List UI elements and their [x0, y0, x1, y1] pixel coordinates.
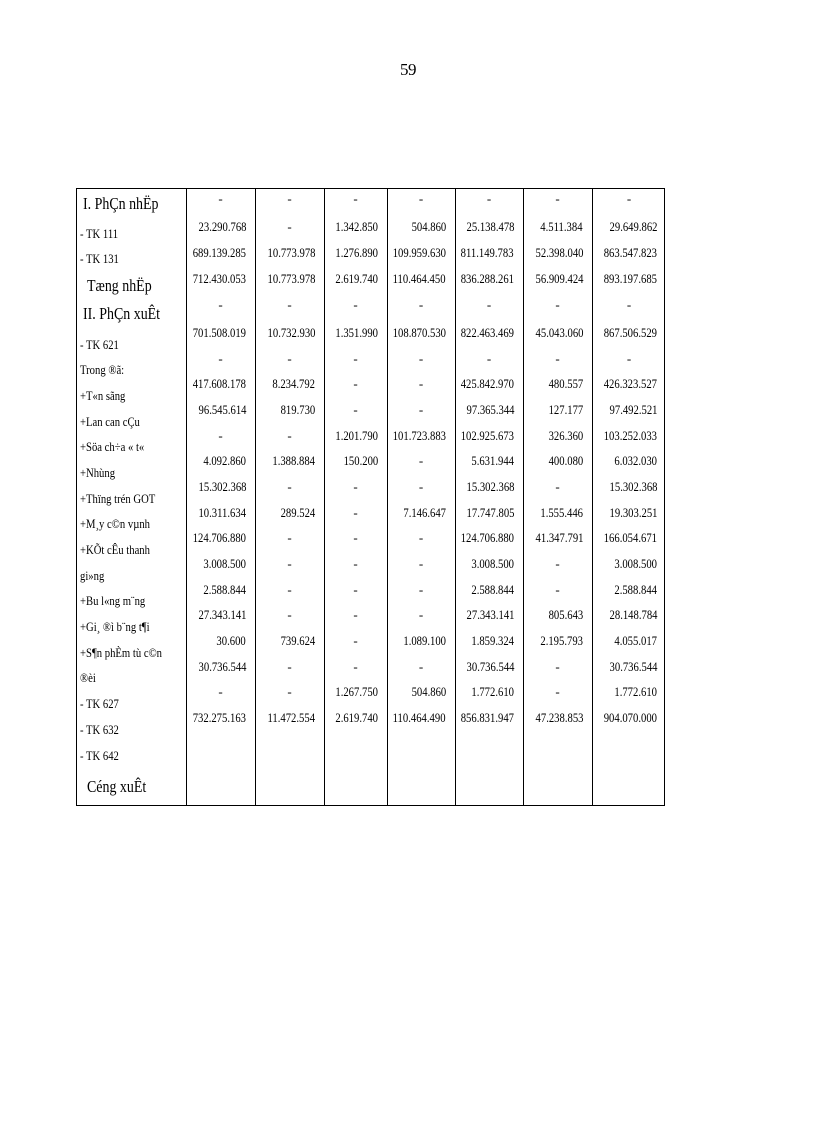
ledger-table [76, 188, 665, 806]
amount-cell: 4.055.017 [614, 633, 657, 648]
amount-cell: 1.342.850 [335, 219, 378, 234]
amount-cell: 7.146.647 [403, 505, 446, 520]
amount-cell: 400.080 [548, 453, 583, 468]
amount-cell: 27.343.141 [198, 607, 246, 622]
row-label: +Söa ch÷a « t« [80, 439, 145, 454]
amount-cell: 1.772.610 [614, 684, 657, 699]
amount-cell: 127.177 [548, 402, 583, 417]
amount-cell: 97.492.521 [609, 402, 657, 417]
amount-cell: 110.464.450 [393, 271, 446, 286]
empty-cell-dash: - [353, 582, 358, 597]
amount-cell: 1.267.750 [335, 684, 378, 699]
amount-cell: 150.200 [343, 453, 378, 468]
amount-cell: 17.747.805 [466, 505, 514, 520]
empty-cell-dash: - [418, 479, 424, 494]
row-label: +Gi¸ ®ì b¨ng t¶i [80, 619, 150, 634]
row-label: +T«n sãng [80, 388, 126, 403]
amount-cell: 102.925.673 [460, 428, 514, 443]
empty-cell-dash: - [287, 428, 292, 443]
amount-cell: 836.288.261 [460, 271, 514, 286]
empty-cell-dash: - [287, 659, 292, 674]
amount-cell: 1.859.324 [471, 633, 514, 648]
amount-cell: 30.736.544 [198, 659, 246, 674]
amount-cell: 1.555.446 [540, 505, 583, 520]
empty-cell-dash: - [626, 297, 632, 312]
empty-cell-dash: - [353, 376, 358, 391]
amount-cell: 28.148.784 [609, 607, 657, 622]
amount-cell: 29.649.862 [609, 219, 657, 234]
empty-cell-dash: - [287, 556, 292, 571]
empty-cell-dash: - [353, 351, 358, 366]
amount-cell: 15.302.368 [466, 479, 514, 494]
empty-cell-dash: - [353, 556, 358, 571]
row-label: +Nhùng [80, 465, 116, 480]
empty-cell-dash: - [555, 191, 560, 206]
empty-cell-dash: - [486, 297, 492, 312]
empty-cell-dash: - [218, 191, 223, 206]
amount-cell: 701.508.019 [192, 325, 246, 340]
amount-cell: 8.234.792 [272, 376, 315, 391]
amount-cell: 52.398.040 [535, 245, 583, 260]
amount-cell: 124.706.880 [460, 530, 514, 545]
amount-cell: 10.311.634 [198, 505, 246, 520]
amount-cell: 109.959.630 [392, 245, 446, 260]
empty-cell-dash: - [353, 402, 358, 417]
empty-cell-dash: - [418, 582, 424, 597]
amount-cell: 56.909.424 [535, 271, 583, 286]
amount-cell: 5.631.944 [471, 453, 514, 468]
amount-cell: 819.730 [280, 402, 315, 417]
empty-cell-dash: - [287, 219, 292, 234]
amount-cell: 712.430.053 [192, 271, 246, 286]
amount-cell: 2.619.740 [335, 710, 378, 725]
empty-cell-dash: - [555, 556, 560, 571]
empty-cell-dash: - [287, 351, 292, 366]
amount-cell: 1.351.990 [335, 325, 378, 340]
column-divider [387, 189, 388, 805]
amount-cell: 805.643 [548, 607, 583, 622]
row-label: - TK 621 [80, 337, 119, 352]
amount-cell: 45.043.060 [535, 325, 583, 340]
row-label: Tæng nhËp [87, 276, 152, 295]
amount-cell: 739.624 [280, 633, 315, 648]
empty-cell-dash: - [353, 479, 358, 494]
row-label: - TK 642 [80, 748, 119, 763]
amount-cell: 19.303.251 [609, 505, 657, 520]
empty-cell-dash: - [486, 351, 492, 366]
amount-cell: 732.275.163 [192, 710, 246, 725]
empty-cell-dash: - [555, 684, 560, 699]
column-divider [324, 189, 325, 805]
empty-cell-dash: - [353, 530, 358, 545]
amount-cell: 97.365.344 [466, 402, 514, 417]
amount-cell: 15.302.368 [609, 479, 657, 494]
empty-cell-dash: - [418, 607, 424, 622]
amount-cell: 289.524 [280, 505, 315, 520]
row-label: gi»ng [80, 568, 105, 583]
column-divider [255, 189, 256, 805]
amount-cell: 811.149.783 [461, 245, 514, 260]
amount-cell: 480.557 [548, 376, 583, 391]
amount-cell: 425.842.970 [460, 376, 514, 391]
amount-cell: 2.588.844 [614, 582, 657, 597]
empty-cell-dash: - [218, 297, 223, 312]
empty-cell-dash: - [353, 633, 358, 648]
row-label: Trong ®ã: [80, 362, 125, 377]
amount-cell: 1.388.884 [272, 453, 315, 468]
empty-cell-dash: - [418, 530, 424, 545]
amount-cell: 326.360 [548, 428, 583, 443]
row-label: I. PhÇn nhËp [83, 194, 159, 213]
amount-cell: 504.860 [411, 219, 446, 234]
empty-cell-dash: - [418, 659, 424, 674]
row-label: II. PhÇn xuÊt [83, 304, 161, 323]
amount-cell: 1.276.890 [335, 245, 378, 260]
row-label: - TK 111 [80, 226, 119, 241]
amount-cell: 2.588.844 [471, 582, 514, 597]
empty-cell-dash: - [418, 556, 424, 571]
amount-cell: 166.054.671 [603, 530, 657, 545]
empty-cell-dash: - [418, 351, 424, 366]
amount-cell: 2.619.740 [335, 271, 378, 286]
amount-cell: 25.138.478 [466, 219, 514, 234]
amount-cell: 30.600 [216, 633, 246, 648]
amount-cell: 426.323.527 [603, 376, 657, 391]
row-label: - TK 627 [80, 696, 119, 711]
empty-cell-dash: - [555, 297, 560, 312]
empty-cell-dash: - [287, 607, 292, 622]
empty-cell-dash: - [353, 607, 358, 622]
empty-cell-dash: - [218, 351, 223, 366]
amount-cell: 47.238.853 [535, 710, 583, 725]
amount-cell: 2.195.793 [540, 633, 583, 648]
amount-cell: 3.008.500 [614, 556, 657, 571]
empty-cell-dash: - [418, 376, 424, 391]
amount-cell: 101.723.883 [392, 428, 446, 443]
amount-cell: 11.472.554 [267, 710, 315, 725]
amount-cell: 30.736.544 [466, 659, 514, 674]
empty-cell-dash: - [353, 505, 358, 520]
amount-cell: 1.089.100 [403, 633, 446, 648]
empty-cell-dash: - [555, 479, 560, 494]
amount-cell: 893.197.685 [603, 271, 657, 286]
amount-cell: 6.032.030 [614, 453, 657, 468]
amount-cell: 10.773.978 [267, 271, 315, 286]
amount-cell: 689.139.285 [192, 245, 246, 260]
amount-cell: 856.831.947 [460, 710, 514, 725]
empty-cell-dash: - [287, 530, 292, 545]
amount-cell: 3.008.500 [471, 556, 514, 571]
amount-cell: 4.511.384 [540, 219, 583, 234]
empty-cell-dash: - [287, 684, 292, 699]
empty-cell-dash: - [555, 582, 560, 597]
amount-cell: 417.608.178 [192, 376, 246, 391]
row-label: +S¶n phÈm tù c©n [80, 645, 163, 660]
amount-cell: 110.464.490 [393, 710, 446, 725]
row-label: +KÕt cÊu thanh [80, 542, 150, 557]
amount-cell: 10.773.978 [267, 245, 315, 260]
amount-cell: 822.463.469 [460, 325, 514, 340]
empty-cell-dash: - [353, 297, 358, 312]
empty-cell-dash: - [353, 191, 358, 206]
column-divider [455, 189, 456, 805]
amount-cell: 10.732.930 [267, 325, 315, 340]
empty-cell-dash: - [486, 191, 492, 206]
empty-cell-dash: - [555, 659, 560, 674]
amount-cell: 96.545.614 [198, 402, 246, 417]
empty-cell-dash: - [287, 479, 292, 494]
row-label: Céng xuÊt [87, 777, 147, 796]
page-number: 59 [400, 60, 416, 79]
amount-cell: 3.008.500 [203, 556, 246, 571]
amount-cell: 108.870.530 [392, 325, 446, 340]
amount-cell: 904.070.000 [603, 710, 657, 725]
row-label: +Bu l«ng m¨ng [80, 593, 146, 608]
amount-cell: 30.736.544 [609, 659, 657, 674]
amount-cell: 1.201.790 [335, 428, 378, 443]
row-label: - TK 632 [80, 722, 119, 737]
empty-cell-dash: - [287, 582, 292, 597]
empty-cell-dash: - [218, 428, 223, 443]
column-divider [186, 189, 187, 805]
column-divider [592, 189, 593, 805]
empty-cell-dash: - [418, 191, 424, 206]
amount-cell: 2.588.844 [203, 582, 246, 597]
empty-cell-dash: - [218, 684, 223, 699]
amount-cell: 124.706.880 [192, 530, 246, 545]
amount-cell: 41.347.791 [535, 530, 583, 545]
empty-cell-dash: - [626, 191, 632, 206]
amount-cell: 1.772.610 [471, 684, 514, 699]
row-label: +Lan can cÇu [80, 414, 140, 429]
amount-cell: 15.302.368 [198, 479, 246, 494]
amount-cell: 504.860 [411, 684, 446, 699]
empty-cell-dash: - [555, 351, 560, 366]
empty-cell-dash: - [353, 659, 358, 674]
empty-cell-dash: - [418, 453, 424, 468]
row-label: +Thïng trén GOT [80, 491, 156, 506]
column-divider [523, 189, 524, 805]
amount-cell: 23.290.768 [198, 219, 246, 234]
empty-cell-dash: - [287, 191, 292, 206]
amount-cell: 863.547.823 [603, 245, 657, 260]
amount-cell: 27.343.141 [466, 607, 514, 622]
row-label: - TK 131 [80, 251, 119, 266]
row-label: ®èi [80, 670, 96, 685]
empty-cell-dash: - [418, 402, 424, 417]
amount-cell: 867.506.529 [603, 325, 657, 340]
row-label: +M¸y c©n vµnh [80, 516, 150, 531]
amount-cell: 103.252.033 [603, 428, 657, 443]
empty-cell-dash: - [626, 351, 632, 366]
amount-cell: 4.092.860 [203, 453, 246, 468]
empty-cell-dash: - [287, 297, 292, 312]
empty-cell-dash: - [418, 297, 424, 312]
